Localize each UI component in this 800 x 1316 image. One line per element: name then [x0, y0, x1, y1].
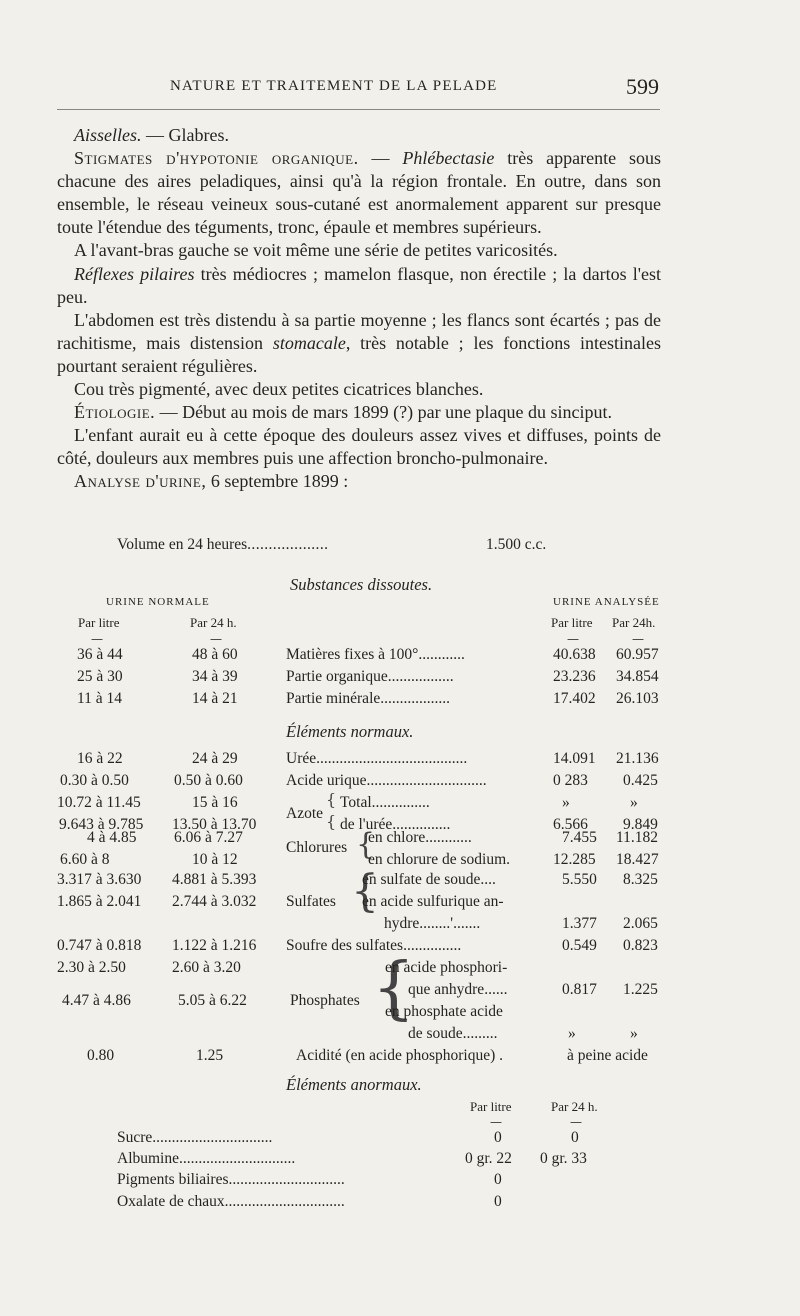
- cell-normal-litre: 10.72 à 11.45: [57, 794, 141, 811]
- col-normal-24h: Par 24 h.: [190, 615, 237, 630]
- cell-normal-24h: 10 à 12: [192, 851, 238, 868]
- cell-normal-24h: 5.05 à 6.22: [178, 992, 247, 1009]
- cell-normal-litre: 25 à 30: [77, 668, 123, 685]
- row-label: en chlore............: [368, 829, 472, 846]
- heading-abnormal: Éléments anormaux.: [286, 1075, 422, 1094]
- cell-analysed-24h: »: [630, 1025, 638, 1042]
- cell-normal-24h: 4.881 à 5.393: [172, 871, 257, 888]
- col-analysed-24h: Par 24h.: [612, 615, 656, 630]
- cell-analysed-litre: 17.402: [553, 690, 596, 707]
- cell-normal-litre: 0.747 à 0.818: [57, 937, 142, 954]
- paragraph-stigmates: Stigmates d'hypotonie organique. — Phlébectasie très apparente sous chacune des aires peladiques, ainsi qu'à la région frontale. En outre, dans son ensemble, le réseau veineux sous-cutané est anormalement apparent sur presque toute l'étendue des téguments, tronc, épaule et membres supérieurs.: [57, 148, 661, 238]
- paragraph-etiologie: Étiologie. — Début au mois de mars 1899 (?) par une plaque du sinciput.: [74, 402, 613, 423]
- cell-normal-24h: 1.122 à 1.216: [172, 937, 257, 954]
- col-dash: —: [567, 632, 579, 646]
- row-label: Soufre des sulfates...............: [286, 937, 462, 954]
- paragraph-abdomen: L'abdomen est très distendu à sa partie moyenne ; les flancs sont écartés ; pas de rachitisme, mais distension stomacale, très notable ; les fonctions intestinales pourtant seraient régulières.: [57, 309, 661, 376]
- cell-normal-24h: 48 à 60: [192, 646, 238, 663]
- azote-group-label: Azote: [286, 805, 324, 822]
- cell-normal-litre: 0.80: [87, 1047, 115, 1064]
- cell-normal-24h: 6.06 à 7.27: [174, 829, 243, 846]
- cell-analysed-litre: 5.550: [562, 871, 597, 888]
- cell-analysed-24h: 11.182: [616, 829, 659, 846]
- cell-analysed-litre: 7.455: [562, 829, 597, 846]
- brace-icon: {: [356, 827, 376, 862]
- cell-analysed-24h: 8.325: [623, 871, 658, 888]
- cell-normal-24h: 1.25: [196, 1047, 224, 1064]
- paragraph-cou: Cou très pigmenté, avec deux petites cicatrices blanches.: [74, 379, 484, 400]
- col-dash: —: [632, 632, 644, 646]
- col-dash: —: [91, 632, 103, 646]
- col-normal-litre: Par litre: [78, 615, 120, 630]
- row-label: Oxalate de chaux...............................: [117, 1193, 345, 1210]
- page-number: 599: [626, 74, 659, 99]
- cell-abnormal-litre: 0: [494, 1171, 502, 1188]
- phosphates-group-label: Phosphates: [290, 992, 360, 1009]
- paragraph-analyse: Analyse d'urine, 6 septembre 1899 :: [74, 471, 349, 492]
- cell-analysed-24h: 9.849: [623, 816, 658, 833]
- cell-normal-litre: 0.30 à 0.50: [60, 772, 129, 789]
- cell-abnormal-litre: 0: [494, 1193, 502, 1210]
- cell-normal-24h: 2.60 à 3.20: [172, 959, 241, 976]
- row-label: de l'urée...............: [340, 816, 451, 833]
- cell-analysed-24h: 21.136: [616, 750, 659, 767]
- col-group-normal: URINE NORMALE: [106, 596, 210, 608]
- row-label: Total...............: [340, 794, 430, 811]
- cell-analysed-litre: 6.566: [553, 816, 588, 833]
- running-title: NATURE ET TRAITEMENT DE LA PELADE: [170, 78, 498, 94]
- cell-analysed-litre: 0.817: [562, 981, 597, 998]
- running-header: [0, 76, 800, 100]
- cell-normal-24h: 15 à 16: [192, 794, 238, 811]
- body-text: [57, 124, 661, 494]
- cell-normal-litre: 1.865 à 2.041: [57, 893, 142, 910]
- paragraph-reflexes: Réflexes pilaires très médiocres ; mamelon flasque, non érectile ; la dartos l'est peu.: [57, 263, 661, 307]
- cell-normal-litre: 4.47 à 4.86: [62, 992, 131, 1009]
- volume-label: Volume en 24 heures...................: [117, 536, 329, 553]
- cell-normal-litre: 36 à 44: [77, 646, 123, 663]
- row-label: Acidité (en acide phosphorique) .: [296, 1047, 504, 1064]
- row-label: en phosphate acide: [385, 1003, 503, 1020]
- heading-dissolved: Substances dissoutes.: [290, 575, 433, 594]
- row-label: hydre........'.......: [384, 915, 481, 932]
- cell-analysed-24h: 34.854: [616, 668, 659, 685]
- cell-normal-litre: 9.643 à 9.785: [59, 816, 144, 833]
- cell-analysed-litre: 0 283: [553, 772, 588, 789]
- cell-analysed: à peine acide: [567, 1047, 648, 1064]
- row-label: Partie organique.................: [286, 668, 454, 685]
- cell-normal-litre: 4 à 4.85: [87, 829, 137, 846]
- cell-analysed-24h: 2.065: [623, 915, 658, 932]
- volume-value: 1.500 c.c.: [486, 536, 547, 553]
- brace-icon: {: [326, 790, 337, 809]
- cell-analysed-24h: 0.425: [623, 772, 658, 789]
- cell-analysed-24h: 60.957: [616, 646, 659, 663]
- sulfates-group-label: Sulfates: [286, 893, 336, 910]
- row-label: en acide sulfurique an-: [362, 893, 504, 910]
- paragraph-avant-bras: A l'avant-bras gauche se voit même une série de petites varicosités.: [74, 240, 558, 261]
- cell-analysed-24h: 0.823: [623, 937, 658, 954]
- chlorures-group-label: Chlorures: [286, 839, 348, 856]
- cell-analysed-24h: 26.103: [616, 690, 659, 707]
- col-abnormal-litre: Par litre: [470, 1099, 512, 1114]
- cell-normal-24h: 34 à 39: [192, 668, 238, 685]
- col-group-analysed: URINE ANALYSÉE: [553, 596, 660, 608]
- cell-normal-litre: 11 à 14: [77, 690, 123, 707]
- row-label: que anhydre......: [408, 981, 508, 998]
- col-dash: —: [210, 632, 222, 646]
- row-label: Pigments biliaires..............................: [117, 1171, 345, 1188]
- row-label: Urée.......................................: [286, 750, 468, 767]
- brace-icon: {: [372, 949, 416, 1028]
- row-label: en acide phosphori-: [385, 959, 508, 976]
- cell-normal-litre: 3.317 à 3.630: [57, 871, 142, 888]
- cell-analysed-litre: 0.549: [562, 937, 597, 954]
- cell-analysed-litre: »: [562, 794, 570, 811]
- cell-normal-24h: 24 à 29: [192, 750, 238, 767]
- row-label: Albumine..............................: [117, 1150, 296, 1167]
- heading-normal: Éléments normaux.: [286, 722, 414, 741]
- cell-normal-24h: 14 à 21: [192, 690, 238, 707]
- cell-normal-litre: 2.30 à 2.50: [57, 959, 126, 976]
- row-label: de soude.........: [408, 1025, 498, 1042]
- cell-normal-24h: 0.50 à 0.60: [174, 772, 243, 789]
- paragraph-enfant: L'enfant aurait eu à cette époque des douleurs assez vives et diffuses, points de côté, douleurs aux membres puis une affection broncho-pulmonaire.: [57, 425, 661, 469]
- cell-analysed-litre: »: [568, 1025, 576, 1042]
- row-label: en sulfate de soude....: [362, 871, 496, 888]
- brace-icon: {: [351, 866, 379, 917]
- row-label: Matières fixes à 100°............: [286, 646, 465, 663]
- row-label: en chlorure de sodium.: [368, 851, 511, 868]
- col-dash: —: [570, 1115, 582, 1129]
- cell-abnormal-24h: 0: [571, 1129, 579, 1146]
- row-label: Acide urique...............................: [286, 772, 487, 789]
- cell-normal-24h: 2.744 à 3.032: [172, 893, 257, 910]
- cell-analysed-litre: 1.377: [562, 915, 597, 932]
- col-abnormal-24h: Par 24 h.: [551, 1099, 598, 1114]
- cell-analysed-litre: 12.285: [553, 851, 596, 868]
- cell-normal-litre: 16 à 22: [77, 750, 123, 767]
- header-rule: [57, 109, 660, 110]
- col-analysed-litre: Par litre: [551, 615, 593, 630]
- brace-icon: {: [326, 812, 337, 831]
- cell-analysed-24h: 18.427: [616, 851, 659, 868]
- cell-analysed-litre: 40.638: [553, 646, 596, 663]
- cell-analysed-24h: 1.225: [623, 981, 658, 998]
- cell-analysed-litre: 14.091: [553, 750, 596, 767]
- col-dash: —: [490, 1115, 502, 1129]
- cell-normal-24h: 13.50 à 13.70: [172, 816, 257, 833]
- paragraph-aisselles: Aisselles. — Glabres.: [74, 125, 229, 145]
- cell-analysed-24h: »: [630, 794, 638, 811]
- row-label: Sucre...............................: [117, 1129, 273, 1146]
- cell-analysed-litre: 23.236: [553, 668, 596, 685]
- row-label: Partie minérale..................: [286, 690, 450, 707]
- cell-abnormal-litre: 0 gr. 22: [465, 1150, 512, 1167]
- cell-normal-litre: 6.60 à 8: [60, 851, 110, 868]
- cell-abnormal-24h: 0 gr. 33: [540, 1150, 587, 1167]
- cell-abnormal-litre: 0: [494, 1129, 502, 1146]
